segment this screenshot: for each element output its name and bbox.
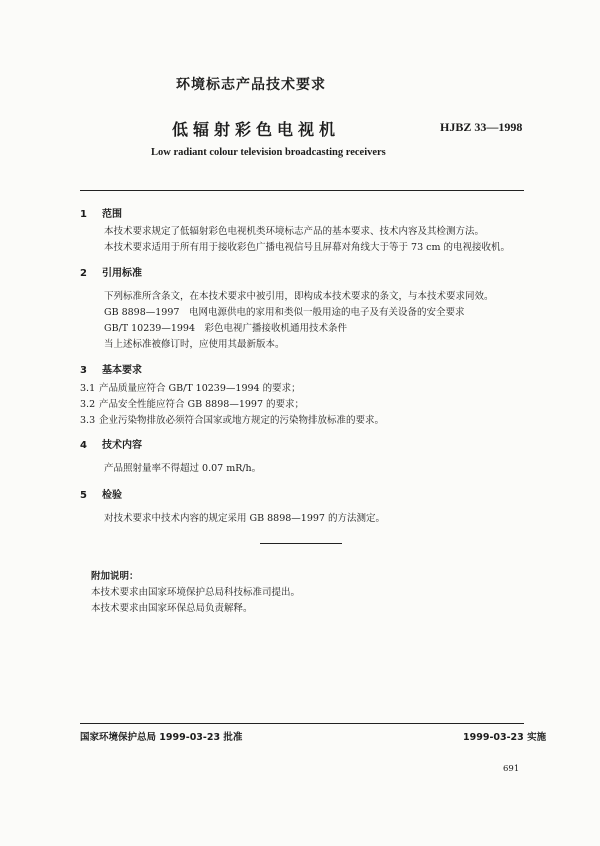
section-number: 1: [80, 209, 87, 220]
clause-number: 3.3: [80, 415, 96, 426]
section-number: 2: [80, 268, 87, 279]
reference-gb-8898: GB 8898—1997 电网电源供电的家用和类似一般用途的电子及有关设备的安全要求: [104, 307, 465, 318]
section-title: 范围: [102, 209, 122, 220]
section-title: 检验: [102, 490, 122, 501]
clause-text: 企业污染物排放必须符合国家或地方规定的污染物排放标准的要求。: [99, 415, 385, 426]
section-2-heading: [80, 264, 142, 279]
standard-number: HJBZ 33—1998: [440, 120, 523, 134]
clause-text: 产品质量应符合 GB/T 10239—1994 的要求；: [99, 383, 301, 394]
section-title: 基本要求: [102, 365, 142, 376]
header-rule: [80, 190, 524, 191]
section-number: 5: [80, 490, 87, 501]
section-number: 4: [80, 440, 87, 451]
reference-gbt-10239: GB/T 10239—1994 彩色电视广播接收机通用技术条件: [104, 323, 348, 334]
section-title: 技术内容: [102, 440, 142, 451]
note-1: 本技术要求由国家环境保护总局科技标准司提出。: [91, 587, 301, 598]
section-2-paragraph-1: 下列标准所含条文，在本技术要求中被引用，即构成本技术要求的条文，与本技术要求同效。: [104, 291, 494, 302]
clause-number: 3.2: [80, 399, 96, 410]
section-2-paragraph-2: 当上述标准被修订时，应使用其最新版本。: [104, 339, 285, 350]
section-1-heading: [80, 205, 122, 220]
document-title: 低辐射彩色电视机: [172, 120, 341, 139]
section-5-paragraph-1: 对技术要求中技术内容的规定采用 GB 8898—1997 的方法测定。: [104, 513, 385, 524]
section-1-paragraph-1: 本技术要求规定了低辐射彩色电视机类环境标志产品的基本要求、技术内容及其检测方法。: [104, 226, 485, 237]
section-number: 3: [80, 365, 87, 376]
note-2: 本技术要求由国家环保总局负责解释。: [91, 603, 253, 614]
section-3-heading: [80, 361, 142, 376]
clause-number: 3.1: [80, 383, 96, 394]
section-1-paragraph-2: 本技术要求适用于所有用于接收彩色广播电视信号且屏幕对角线大于等于 73 cm 的电视接收机。: [104, 242, 510, 253]
effective-date: 1999-03-23 实施: [463, 732, 547, 743]
clause-3-3: [80, 414, 384, 428]
section-title: 引用标准: [102, 268, 142, 279]
section-4-paragraph-1: 产品照射量率不得超过 0.07 mR/h。: [104, 463, 262, 474]
section-5-heading: [80, 486, 122, 501]
english-title: Low radiant colour television broadcasting receivers: [151, 147, 386, 158]
approval-line: 国家环境保护总局 1999-03-23 批准: [80, 732, 243, 743]
footer-rule: [80, 723, 524, 724]
clause-text: 产品安全性能应符合 GB 8898—1997 的要求；: [99, 399, 305, 410]
page-number: 691: [503, 764, 520, 774]
notes-title: 附加说明：: [91, 571, 139, 582]
clause-3-1: [80, 382, 301, 396]
section-4-heading: [80, 436, 142, 451]
header-title: 环境标志产品技术要求: [176, 77, 326, 93]
clause-3-2: [80, 398, 304, 412]
end-rule: [260, 543, 342, 544]
